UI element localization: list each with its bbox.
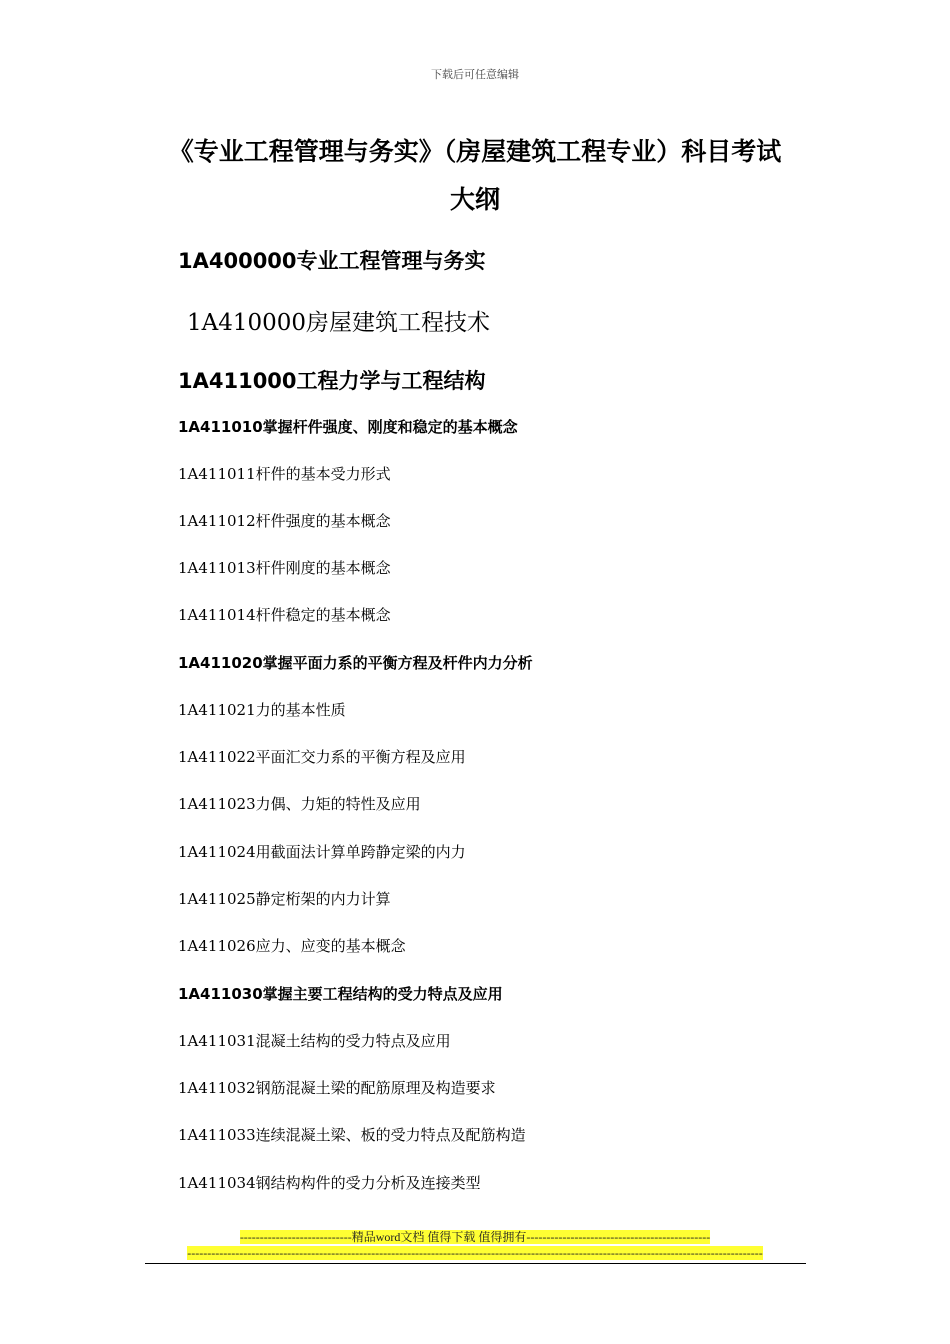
outline-item: [178, 1172, 481, 1193]
footer-banner-2: [0, 1246, 950, 1261]
line-text: 钢筋混凝土梁的配筋原理及构造要求: [255, 1079, 496, 1097]
line-text: 用截面法计算单跨静定梁的内力: [255, 843, 466, 861]
footer-text-2: ------------------------------------------------------------------------------------------------------------------------------------------------: [187, 1246, 763, 1260]
subsection-heading: [178, 416, 518, 437]
outline-item: [178, 746, 466, 767]
line-text: 力的基本性质: [255, 701, 346, 719]
line-text: 杆件刚度的基本概念: [255, 559, 391, 577]
outline-item: [178, 841, 466, 862]
subsection-heading: [178, 652, 533, 673]
outline-item: [178, 510, 391, 531]
header-note: 下载后可任意编辑: [431, 69, 519, 81]
line-code: 1A411026: [178, 937, 256, 955]
outline-item: [178, 888, 391, 909]
line-text: 杆件强度的基本概念: [255, 512, 391, 530]
line-text: 杆件的基本受力形式: [255, 465, 391, 483]
outline-item: [178, 1077, 496, 1098]
section-code: 1A400000: [178, 249, 297, 273]
document-title: [140, 128, 810, 224]
line-code: 1A411024: [178, 843, 256, 861]
outline-item: [178, 699, 346, 720]
outline-item: [178, 557, 391, 578]
section-code: 1A411000: [178, 369, 297, 393]
line-text: 掌握主要工程结构的受力特点及应用: [262, 985, 503, 1003]
line-code: 1A411030: [178, 985, 263, 1003]
outline-item: [178, 793, 421, 814]
section-text: 房屋建筑工程技术: [306, 310, 491, 336]
title-line-2: 大纲: [449, 185, 500, 214]
line-text: 连续混凝土梁、板的受力特点及配筋构造: [255, 1126, 526, 1144]
footer-text-1: ----------------------------精品word文档 值得下载 值得拥有----------------------------------------------: [239, 1230, 711, 1244]
line-text: 掌握平面力系的平衡方程及杆件内力分析: [262, 654, 533, 672]
line-text: 力偶、力矩的特性及应用: [255, 795, 421, 813]
outline-item: [178, 935, 406, 956]
section-text: 工程力学与工程结构: [296, 369, 486, 393]
line-text: 应力、应变的基本概念: [255, 937, 406, 955]
outline-item: [178, 1124, 526, 1145]
line-text: 混凝土结构的受力特点及应用: [255, 1032, 451, 1050]
subsection-heading: [178, 983, 503, 1004]
line-code: 1A411023: [178, 795, 256, 813]
line-code: 1A411033: [178, 1126, 256, 1144]
outline-item: [178, 604, 391, 625]
section-text: 专业工程管理与务实: [296, 249, 486, 273]
line-code: 1A411034: [178, 1174, 256, 1192]
line-code: 1A411014: [178, 606, 256, 624]
title-line-1: 《专业工程管理与务实》（房屋建筑工程专业）科目考试: [168, 137, 782, 166]
line-code: 1A411013: [178, 559, 256, 577]
line-code: 1A411010: [178, 418, 263, 436]
line-code: 1A411032: [178, 1079, 256, 1097]
section-heading-l3: [178, 365, 486, 395]
outline-item: [178, 463, 391, 484]
line-code: 1A411012: [178, 512, 256, 530]
line-text: 平面汇交力系的平衡方程及应用: [255, 748, 466, 766]
outline-item: [178, 1030, 451, 1051]
line-text: 静定桁架的内力计算: [255, 890, 391, 908]
line-code: 1A411021: [178, 701, 256, 719]
line-code: 1A411022: [178, 748, 256, 766]
footer-divider: [145, 1263, 806, 1264]
section-code: 1A410000: [187, 310, 307, 336]
footer-banner-1: [0, 1230, 950, 1245]
line-text: 杆件稳定的基本概念: [255, 606, 391, 624]
line-text: 掌握杆件强度、刚度和稳定的基本概念: [262, 418, 518, 436]
section-heading-l1: [178, 245, 486, 275]
line-code: 1A411025: [178, 890, 256, 908]
line-text: 钢结构构件的受力分析及连接类型: [255, 1174, 481, 1192]
line-code: 1A411011: [178, 465, 256, 483]
line-code: 1A411031: [178, 1032, 256, 1050]
line-code: 1A411020: [178, 654, 263, 672]
section-heading-l2: [187, 304, 490, 337]
